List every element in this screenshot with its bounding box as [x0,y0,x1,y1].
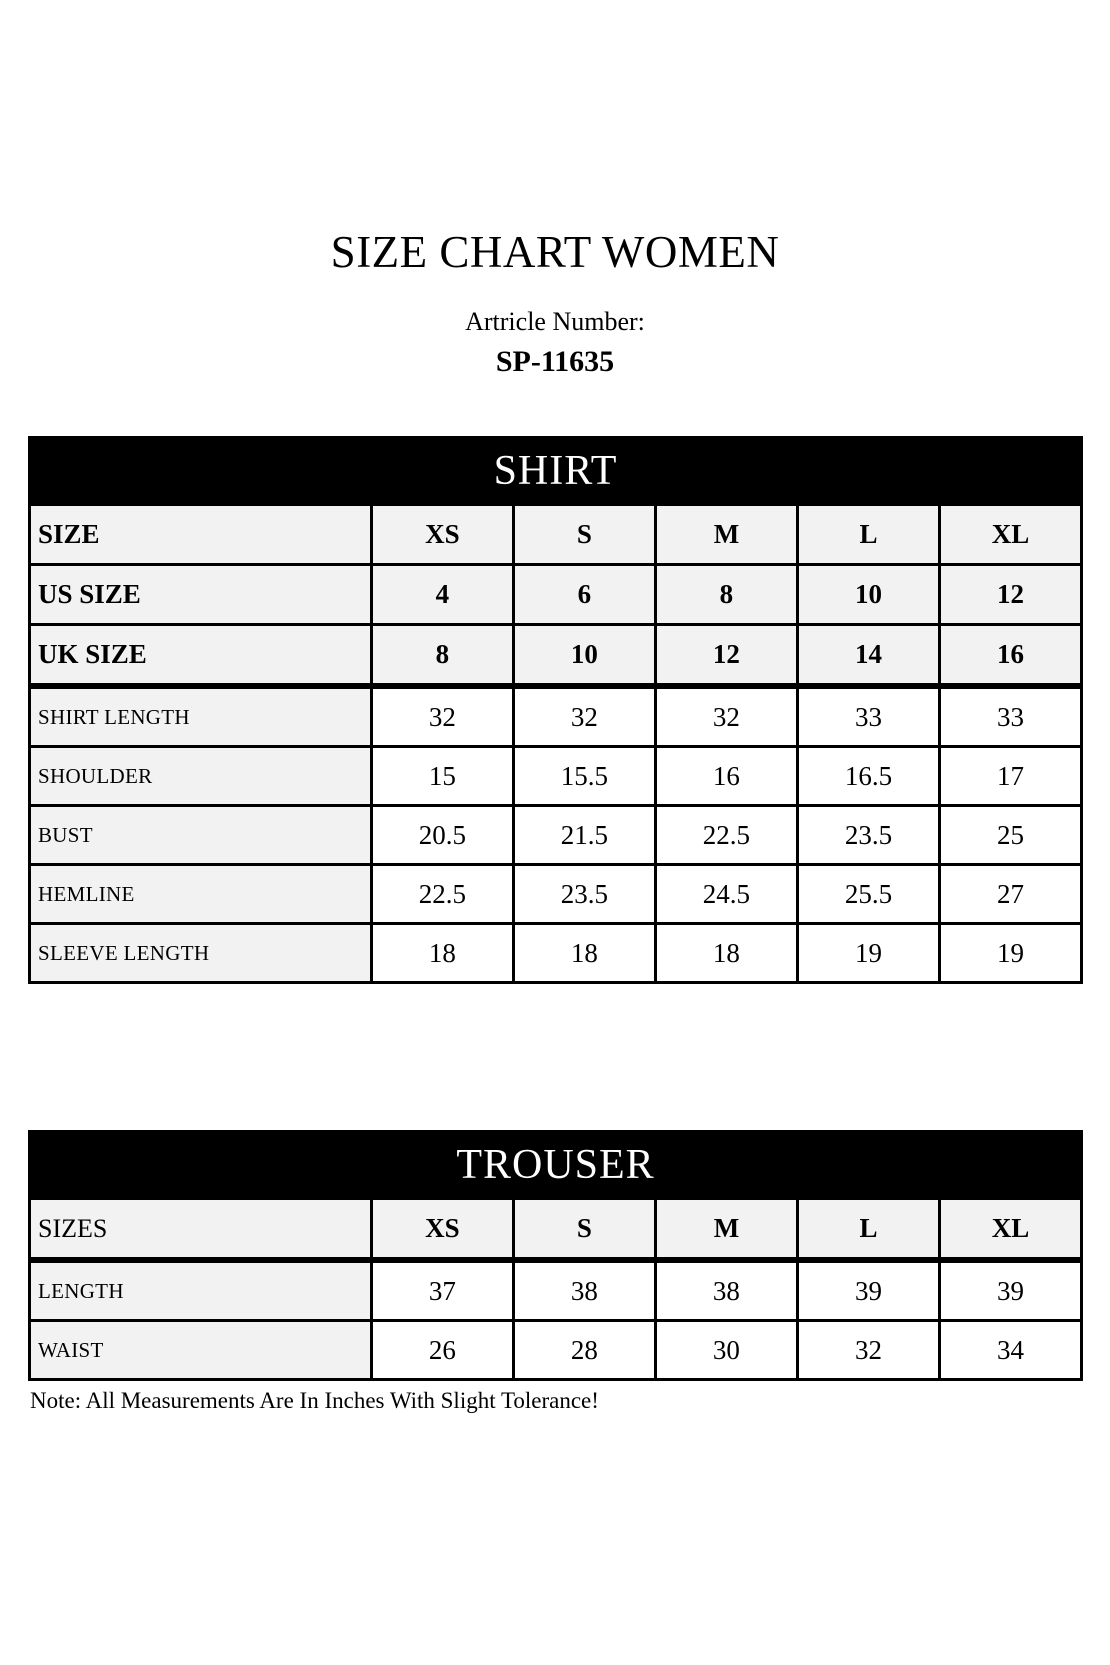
table-row-sleeve-length [30,924,1082,983]
row-label: US SIZE [30,565,372,625]
value-cell: 33 [939,686,1081,747]
value-cell: 30 [655,1321,797,1380]
table-row-hemline [30,865,1082,924]
row-label: SIZES [30,1199,372,1261]
table-row-us-size [30,565,1082,625]
size-cell: 8 [371,625,513,687]
size-cell: 14 [797,625,939,687]
size-cell: M [655,505,797,565]
row-label: SHOULDER [30,747,372,806]
size-cell: 12 [939,565,1081,625]
value-cell: 18 [513,924,655,983]
table-row-length [30,1260,1082,1321]
shirt-table-title-row [30,438,1082,505]
trouser-size-table [28,1130,1083,1381]
value-cell: 32 [513,686,655,747]
size-cell: XS [371,505,513,565]
value-cell: 19 [939,924,1081,983]
size-cell: 6 [513,565,655,625]
value-cell: 15 [371,747,513,806]
trouser-table-title-row [30,1132,1082,1199]
value-cell: 32 [655,686,797,747]
value-cell: 23.5 [797,806,939,865]
shirt-size-table [28,436,1083,984]
value-cell: 23.5 [513,865,655,924]
trouser-table-title: TROUSER [30,1132,1082,1199]
value-cell: 26 [371,1321,513,1380]
size-cell: S [513,1199,655,1261]
size-cell: 12 [655,625,797,687]
row-label: SIZE [30,505,372,565]
row-label: BUST [30,806,372,865]
value-cell: 18 [371,924,513,983]
value-cell: 21.5 [513,806,655,865]
value-cell: 25.5 [797,865,939,924]
value-cell: 17 [939,747,1081,806]
shirt-table-title: SHIRT [30,438,1082,505]
value-cell: 16 [655,747,797,806]
value-cell: 38 [655,1260,797,1321]
row-label: SHIRT LENGTH [30,686,372,747]
value-cell: 22.5 [655,806,797,865]
size-cell: 4 [371,565,513,625]
table-row-size [30,505,1082,565]
value-cell: 18 [655,924,797,983]
value-cell: 24.5 [655,865,797,924]
size-cell: L [797,505,939,565]
value-cell: 38 [513,1260,655,1321]
value-cell: 32 [797,1321,939,1380]
value-cell: 16.5 [797,747,939,806]
table-row-waist [30,1321,1082,1380]
value-cell: 28 [513,1321,655,1380]
value-cell: 27 [939,865,1081,924]
size-cell: S [513,505,655,565]
table-row-uk-size [30,625,1082,687]
value-cell: 37 [371,1260,513,1321]
value-cell: 34 [939,1321,1081,1380]
value-cell: 15.5 [513,747,655,806]
size-cell: 10 [797,565,939,625]
measurement-note: Note: All Measurements Are In Inches With Slight Tolerance! [30,1388,599,1413]
row-label: UK SIZE [30,625,372,687]
size-cell: L [797,1199,939,1261]
row-label: LENGTH [30,1260,372,1321]
page-title: SIZE CHART WOMEN [330,227,780,277]
table-row-shoulder [30,747,1082,806]
heading-block [0,0,1110,377]
value-cell: 33 [797,686,939,747]
value-cell: 20.5 [371,806,513,865]
size-cell: XL [939,1199,1081,1261]
size-cell: 8 [655,565,797,625]
value-cell: 25 [939,806,1081,865]
size-cell: XL [939,505,1081,565]
size-cell: XS [371,1199,513,1261]
article-number-value: SP-11635 [495,345,615,378]
table-row-sizes [30,1199,1082,1261]
value-cell: 19 [797,924,939,983]
size-cell: 10 [513,625,655,687]
size-cell: M [655,1199,797,1261]
table-row-bust [30,806,1082,865]
row-label: WAIST [30,1321,372,1380]
row-label: HEMLINE [30,865,372,924]
value-cell: 32 [371,686,513,747]
row-label: SLEEVE LENGTH [30,924,372,983]
value-cell: 39 [939,1260,1081,1321]
table-row-shirt-length [30,686,1082,747]
value-cell: 39 [797,1260,939,1321]
value-cell: 22.5 [371,865,513,924]
article-number-label: Artricle Number: [465,307,645,336]
size-cell: 16 [939,625,1081,687]
